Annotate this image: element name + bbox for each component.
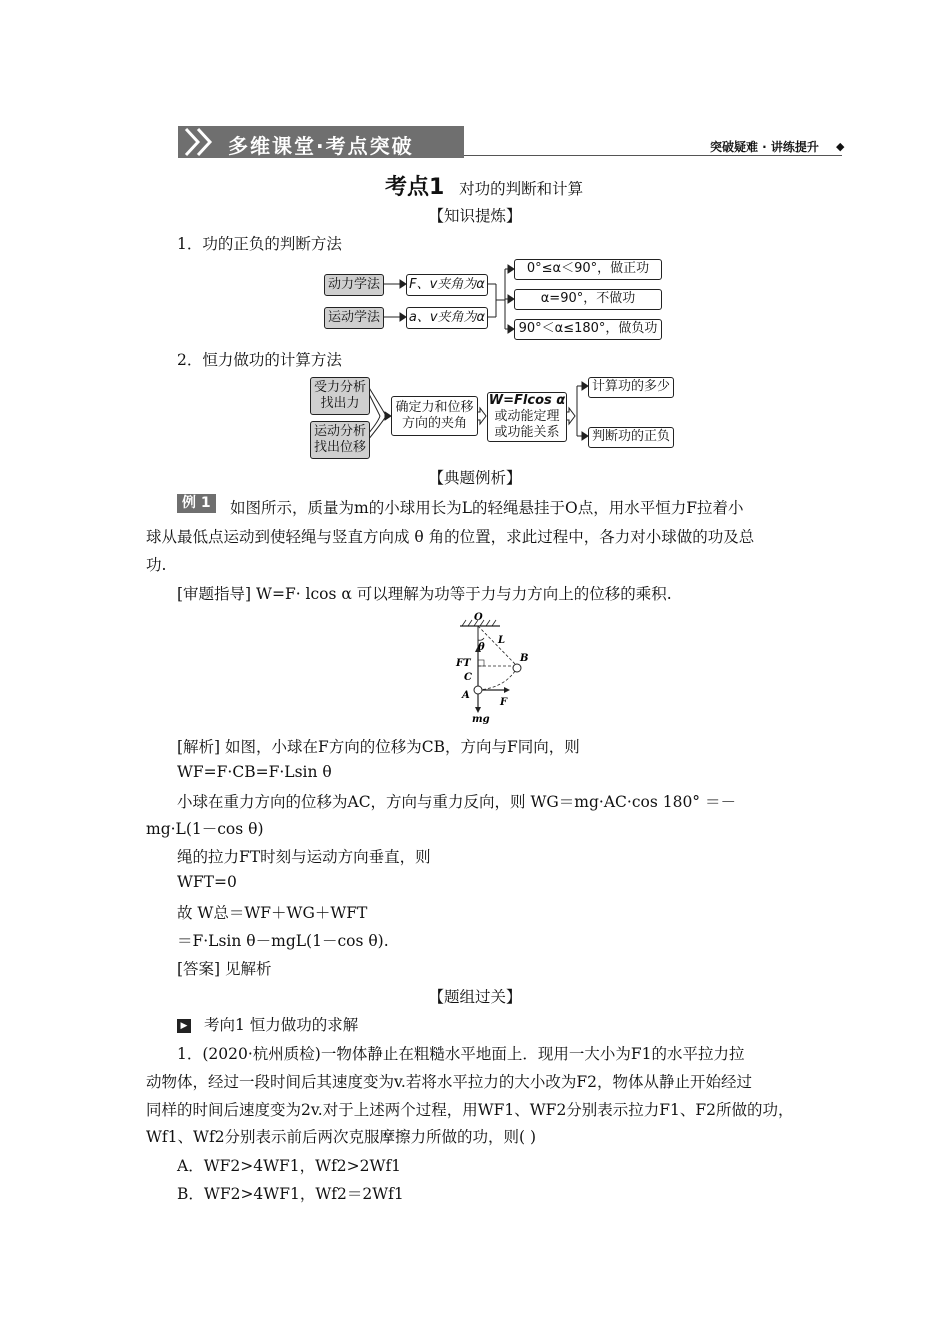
flow1-positive-work: 0°≤α＜90°，做正功	[514, 259, 662, 280]
solution-line-4: 绳的拉力FT时刻与运动方向垂直，则	[177, 848, 431, 866]
topic-title: 对功的判断和计算	[459, 180, 584, 198]
flow1-angle-fv: F、v夹角为α	[406, 274, 488, 296]
flow2-method-l3: 或功能关系	[494, 425, 560, 441]
section-knowledge: 【知识提炼】	[428, 207, 522, 225]
flow2-motion-analysis-l1: 运动分析	[313, 423, 366, 439]
example-line2: 球从最低点运动到使轻绳与竖直方向成 θ 角的位置，求此过程中，各力对小球做的功及总	[146, 528, 755, 546]
play-icon: ▶	[177, 1019, 191, 1033]
label-FT: FT	[456, 658, 471, 669]
banner-title: 多维课堂·考点突破	[228, 134, 414, 158]
direction-heading	[177, 1013, 358, 1035]
solution-line-6: 故 W总＝WF＋WG＋WFT	[177, 904, 368, 922]
header-rule	[464, 155, 842, 156]
question-line-0: 1．(2020·杭州质检)一物体静止在粗糙水平地面上．现用一大小为F1的水平拉力拉	[177, 1045, 745, 1063]
solution-line-1: WF=F·CB=F·Lsin θ	[177, 763, 332, 781]
solution-line-3: mg·L(1－cos θ)	[146, 820, 264, 838]
flow2-angle-box	[391, 396, 478, 436]
label-theta: θ	[478, 642, 485, 653]
solution-line-7: ＝F·Lsin θ－mgL(1－cos θ).	[177, 932, 389, 950]
label-F: F	[500, 697, 508, 708]
flow1-dynamics: 动力学法	[324, 274, 384, 296]
pendulum-drawing	[440, 608, 550, 728]
question-line-1: 动物体，经过一段时间后其速度变为v.若将水平拉力的大小改为F2，物体从静止开始经过	[146, 1073, 752, 1091]
flow2-method-l1: W=Flcos α	[488, 392, 566, 408]
topic-number: 考点1	[385, 175, 445, 200]
flow2-force-analysis-l2: 找出力	[320, 396, 360, 411]
question-line-3: Wf1、Wf2分别表示前后两次克服摩擦力所做的功，则( )	[146, 1128, 537, 1146]
flow2-force-analysis	[310, 377, 370, 415]
option-b[interactable]: B．WF2>4WF1，Wf2＝2Wf1	[177, 1185, 404, 1203]
label-O: O	[474, 612, 483, 623]
question-line-2: 同样的时间后速度变为2v.对于上述两个过程，用WF1、WF2分别表示拉力F1、F2所做的功，	[146, 1101, 794, 1119]
flow1-kinematics: 运动学法	[324, 307, 384, 329]
direction-label: 考向1 恒力做功的求解	[203, 1016, 359, 1034]
example-hint: [审题指导] W=F· lcos α 可以理解为功等于力与力方向上的位移的乘积.	[177, 585, 672, 603]
solution-line-0: [解析] 如图，小球在F方向的位移为CB，方向与F同向，则	[177, 738, 580, 756]
flow2-force-analysis-l1: 受力分析	[313, 379, 366, 395]
example-line1: 如图所示，质量为m的小球用长为L的轻绳悬挂于O点，用水平恒力F拉着小	[230, 499, 744, 517]
label-mg: mg	[472, 714, 490, 725]
flow2-method-box	[487, 392, 567, 442]
label-B: B	[520, 653, 529, 664]
example-badge: 例 1	[177, 494, 216, 513]
label-A: A	[462, 690, 470, 701]
flow1-connectors	[0, 258, 950, 348]
flow1-negative-work: 90°＜α≤180°，做负功	[514, 319, 662, 340]
solution-line-2: 小球在重力方向的位移为AC，方向与重力反向，则 WG＝mg·AC·cos 180° ＝－	[177, 793, 736, 811]
flow2-angle-l2: 方向的夹角	[401, 416, 467, 431]
diamond-icon: ◆	[836, 140, 845, 153]
option-a[interactable]: A．WF2>4WF1，Wf2>2Wf1	[177, 1157, 402, 1175]
chevron-arrows-icon	[180, 126, 230, 158]
header-banner	[178, 126, 464, 158]
topic-heading	[385, 170, 583, 201]
item1-heading: 1．功的正负的判断方法	[177, 235, 342, 253]
section-example: 【典题例析】	[428, 469, 522, 487]
solution-line-5: WFT=0	[177, 873, 237, 891]
flow1-angle-av: a、v夹角为α	[406, 307, 488, 329]
item2-heading: 2．恒力做功的计算方法	[177, 351, 342, 369]
header-right-label: 突破疑难 · 讲练提升	[710, 140, 819, 154]
section-drill: 【题组过关】	[428, 988, 522, 1006]
flow2-calc-amount: 计算功的多少	[588, 377, 674, 398]
label-L: L	[498, 635, 506, 646]
flow2-motion-analysis	[310, 421, 370, 459]
flow2-motion-analysis-l2: 找出位移	[313, 440, 366, 455]
solution-answer: [答案] 见解析	[177, 960, 272, 978]
flow2-judge-sign: 判断功的正负	[588, 427, 674, 448]
flow2-angle-l1: 确定力和位移	[395, 399, 474, 415]
label-C: C	[464, 672, 472, 683]
flow1-zero-work: α=90°，不做功	[514, 289, 662, 310]
pendulum-figure	[440, 608, 550, 728]
example-line3: 功.	[146, 556, 167, 574]
flow2-method-l2: 或动能定理	[494, 408, 560, 424]
